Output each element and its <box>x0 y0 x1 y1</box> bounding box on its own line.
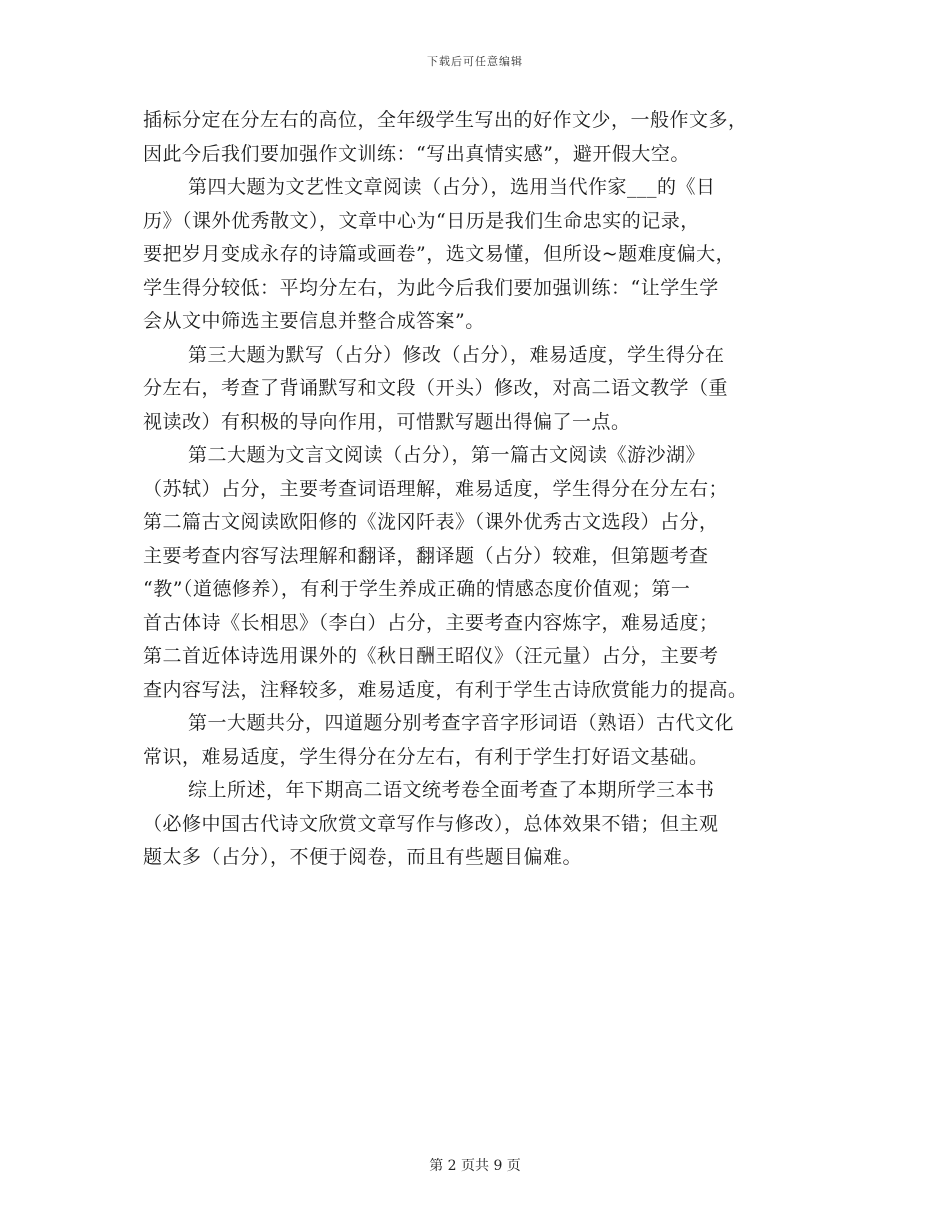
text-line: 常识，难易适度，学生得分在分左右，有利于学生打好语文基础。 <box>143 745 709 768</box>
text-line: （苏轼）占分，主要考查词语理解，难易适度，学生得分在分左右； <box>143 477 729 500</box>
text-line: 第四大题为文艺性文章阅读（占分），选用当代作家___的《日 <box>188 176 716 198</box>
text-line: 因此今后我们要加强作文训练：“写出真情实感”，避开假大空。 <box>143 142 690 165</box>
page-footer: 第 2 页共 9 页 <box>429 1158 521 1174</box>
text-line: 第一大题共分，四道题分别考查字音字形词语（熟语）古代文化 <box>188 712 735 734</box>
text-line: 第二首近体诗选用课外的《秋日酬王昭仪》（汪元量）占分，主要考 <box>143 645 719 667</box>
text-line: 首古体诗《长相思》（李白）占分，主要考查内容炼字，难易适度； <box>143 611 719 634</box>
text-line: 插标分定在分左右的高位，全年级学生写出的好作文少，一般作文多， <box>143 109 748 131</box>
text-line: 主要考查内容写法理解和翻译，翻译题（占分）较难，但第题考查 <box>143 544 709 567</box>
text-line: 题太多（占分），不便于阅卷，而且有些题目偏难。 <box>143 846 583 868</box>
text-line: 分左右，考查了背诵默写和文段（开头）修改，对高二语文教学（重 <box>143 377 729 399</box>
text-line: 要把岁月变成永存的诗篇或画卷”，选文易懂，但所设~题难度偏大， <box>143 243 736 265</box>
text-line: 视读改）有积极的导向作用，可惜默写题出得偏了一点。 <box>143 410 631 433</box>
text-line: 第二大题为文言文阅读（占分），第一篇古文阅读《游沙湖》 <box>188 444 706 466</box>
text-line: 第二篇古文阅读欧阳修的《泷冈阡表》（课外优秀古文选段）占分， <box>143 511 719 533</box>
text-line: 会从文中筛选主要信息并整合成答案”。 <box>143 310 485 332</box>
text-line: 历》（课外优秀散文），文章中心为“日历是我们生命忠实的记录， <box>143 209 700 232</box>
page-header: 下载后可任意编辑 <box>427 55 523 68</box>
text-line: 第三大题为默写（占分）修改（占分），难易适度，学生得分在 <box>188 343 725 366</box>
text-line: 学生得分较低：平均分左右，为此今后我们要加强训练：“让学生学 <box>143 276 719 299</box>
text-line: 综上所述，年下期高二语文统考卷全面考查了本期所学三本书 <box>188 779 715 801</box>
text-line: “教”（道德修养），有利于学生养成正确的情感态度价值观；第一 <box>143 578 691 600</box>
document-body <box>143 104 808 875</box>
text-line: 查内容写法，注释较多，难易适度，有利于学生古诗欣赏能力的提高。 <box>143 678 748 701</box>
text-line: （必修中国古代诗文欣赏文章写作与修改），总体效果不错；但主观 <box>143 812 719 835</box>
